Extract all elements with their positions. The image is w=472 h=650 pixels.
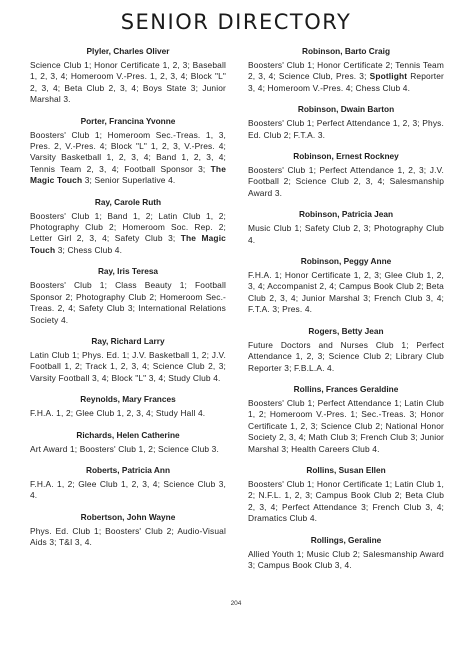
activities-text bbox=[30, 479, 226, 502]
activities-text bbox=[248, 118, 444, 141]
student-name: Porter, Francina Yvonne bbox=[80, 115, 176, 126]
directory-entry bbox=[30, 430, 226, 455]
activities-segment: Boosters' Club 1; Perfect Attendance 1, 2, 3; Phys. Ed. Club 2; F.T.A. 3. bbox=[248, 118, 444, 140]
student-name: Robinson, Ernest Rockney bbox=[293, 151, 399, 162]
directory-entry bbox=[248, 209, 444, 246]
activities-segment: Boosters' Club 1; Class Beauty 1; Football Sponsor 2; Photography Club 2; Homeroom Sec.-Treas. 2, 4; Safety Club 3; International Relations Society 4. bbox=[30, 280, 226, 325]
directory-entry bbox=[248, 535, 444, 572]
student-name: Rogers, Betty Jean bbox=[308, 325, 384, 336]
left-column bbox=[30, 46, 226, 559]
directory-entry bbox=[30, 394, 226, 419]
directory-entry bbox=[30, 197, 226, 257]
activities-segment: F.H.A. 1, 2; Glee Club 1, 2, 3, 4; Study Hall 4. bbox=[30, 408, 206, 419]
student-name: Ray, Carole Ruth bbox=[94, 196, 162, 207]
activities-text bbox=[30, 408, 226, 419]
activities-segment: Boosters' Club 1; Band 1, 2; Latin Club 1, 2; Photography Club 2; Homeroom Soc. Rep. 2; Letter Girl 2, 3, 4; Safety Club 3; bbox=[30, 210, 226, 244]
activities-segment: Boosters' Club 1; Honor Certificate 1; Latin Club 1, 2; N.F.L. 1, 2, 3; Campus Book Club 2; Beta Club 2, 3, 4; Perfect Attendance 3; French Club 3, 4; Dramatics Club 4. bbox=[248, 478, 444, 524]
activities-text bbox=[248, 479, 444, 525]
page-number: 204 bbox=[230, 600, 242, 607]
student-name: Rollins, Frances Geraldine bbox=[293, 383, 399, 394]
directory-entry bbox=[30, 116, 226, 187]
right-column bbox=[248, 46, 444, 581]
publication-title: Spotlight bbox=[369, 71, 408, 82]
directory-entry bbox=[30, 512, 226, 549]
publication-title: The Magic Touch bbox=[30, 233, 226, 255]
activities-segment: F.H.A. 1, 2; Glee Club 1, 2, 3, 4; Science Club 3, 4. bbox=[30, 478, 226, 501]
activities-segment: Science Club 1; Honor Certificate 1, 2, 3; Baseball 1, 2, 3, 4; Homeroom V.-Pres. 1, 2, 3, 4; Block "L" 2, 3, 4; Beta Club 2, 3, 4; Boys State 3; Junior Marshal 3. bbox=[30, 60, 226, 105]
activities-segment: Boosters' Club 1; Honor Certificate 2; Tennis Team 2, 3, 4; Science Club, Pres. 3; bbox=[248, 60, 444, 82]
activities-text bbox=[30, 444, 226, 455]
activities-segment: F.H.A. 1; Honor Certificate 1, 2, 3; Glee Club 1, 2, 3, 4; Accompanist 2, 4; Campus Book Club 2; Beta Club 2, 3, 4; Junior Marshal 3; French Club 3, 4; F.T.A. 3; Pres. 4. bbox=[248, 270, 444, 315]
page-title: SENIOR DIRECTORY bbox=[120, 10, 352, 34]
activities-text bbox=[30, 280, 226, 326]
activities-segment: Latin Club 1; Phys. Ed. 1; J.V. Basketball 1, 2; J.V. Football 1, 2; Track 1, 2, 3, 4; Science Club 2, 3; Varsity Football 3, 4; Block "L" 3, 4; Study Club 4. bbox=[30, 349, 226, 383]
activities-segment: Future Doctors and Nurses Club 1; Perfect Attendance 1, 2, 3; Science Club 2; Library Club Reporter 3; F.B.L.A. 4. bbox=[248, 339, 444, 373]
student-name: Robinson, Patricia Jean bbox=[298, 209, 394, 220]
activities-text bbox=[30, 211, 226, 257]
student-name: Robinson, Dwain Barton bbox=[297, 104, 395, 115]
activities-text bbox=[248, 340, 444, 374]
activities-text bbox=[30, 526, 226, 549]
activities-segment: Reporter 3, 4; Homeroom V.-Pres. 4; Chess Club 4. bbox=[248, 71, 445, 93]
activities-text bbox=[248, 549, 444, 572]
activities-text bbox=[248, 165, 444, 199]
student-name: Ray, Iris Teresa bbox=[97, 266, 159, 277]
directory-entry bbox=[248, 151, 444, 199]
student-name: Robertson, John Wayne bbox=[80, 511, 176, 522]
activities-text bbox=[30, 60, 226, 106]
student-name: Reynolds, Mary Frances bbox=[80, 394, 176, 405]
directory-entry bbox=[248, 384, 444, 455]
publication-title: The Magic Touch bbox=[30, 163, 226, 186]
directory-entry bbox=[30, 465, 226, 502]
directory-entry bbox=[30, 336, 226, 384]
directory-entry bbox=[248, 326, 444, 374]
activities-text bbox=[248, 60, 444, 94]
activities-segment: Boosters' Club 1; Perfect Attendance 1, 2, 3; J.V. Football 2; Science Club 2, 3, 4; Salesmanship Award 3. bbox=[248, 165, 444, 198]
directory-entry bbox=[30, 266, 226, 326]
activities-text bbox=[248, 223, 444, 246]
activities-segment: Allied Youth 1; Music Club 2; Salesmanship Award 3; Campus Book Club 3, 4. bbox=[248, 548, 444, 570]
directory-entry bbox=[248, 256, 444, 316]
student-name: Rollins, Susan Ellen bbox=[306, 464, 386, 475]
student-name: Ray, Richard Larry bbox=[91, 335, 165, 346]
activities-segment: Phys. Ed. Club 1; Boosters' Club 2; Audio-Visual Aids 3; T&I 3, 4. bbox=[30, 525, 226, 548]
student-name: Robinson, Peggy Anne bbox=[300, 256, 392, 267]
directory-entry bbox=[30, 46, 226, 106]
student-name: Richards, Helen Catherine bbox=[76, 429, 180, 440]
directory-entry bbox=[248, 46, 444, 94]
student-name: Roberts, Patricia Ann bbox=[85, 464, 171, 475]
activities-text bbox=[30, 350, 226, 384]
student-name: Plyler, Charles Oliver bbox=[86, 46, 170, 56]
directory-entry bbox=[248, 465, 444, 525]
student-name: Robinson, Barto Craig bbox=[301, 46, 391, 56]
student-name: Rollings, Geraline bbox=[310, 534, 382, 545]
activities-segment: Art Award 1; Boosters' Club 1, 2; Science Club 3. bbox=[30, 443, 219, 454]
directory-entry bbox=[248, 104, 444, 141]
activities-segment: 3; Chess Club 4. bbox=[55, 244, 123, 255]
activities-segment: Boosters' Club 1; Perfect Attendance 1; Latin Club 1, 2; Homeroom V.-Pres. 1; Sec.-Treas. 3; Honor Certificate 1, 2, 3; Science Club 2; National Honor Society 2, 3, 4; Math Club 3; French Club 3; Junior Marshal 3; Health Careers Club 4. bbox=[248, 397, 444, 454]
activities-text bbox=[248, 398, 444, 455]
activities-segment: 3; Senior Superlative 4. bbox=[82, 175, 176, 186]
activities-text bbox=[248, 270, 444, 316]
activities-segment: Boosters' Club 1; Homeroom Sec.-Treas. 1, 3, Pres. 2, V.-Pres. 4; Block "L" 1, 2, 3, V.-Pres. 4; Varsity Basketball 1, 2, 3, 4; Band 1, 2, 3, 4; Tennis Team 2, 3, 4; Football Sponsor 3; bbox=[30, 129, 226, 174]
activities-segment: Music Club 1; Safety Club 2, 3; Photography Club 4. bbox=[248, 223, 444, 245]
activities-text bbox=[30, 130, 226, 187]
